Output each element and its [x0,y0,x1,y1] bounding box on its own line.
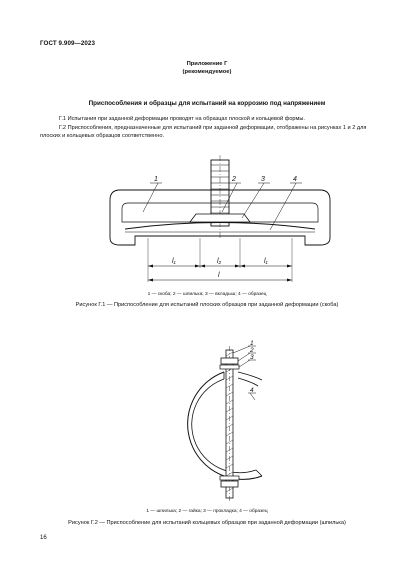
fig1-label-3: 3 [261,176,265,183]
figure-2-title: Рисунок Г.2 — Приспособление для испытаний кольцевых образцов при заданной деформации (шпилька) [68,520,346,526]
fig1-insert [190,214,250,222]
fig1-label-4: 4 [293,176,297,183]
fig2-bottom-washer [220,476,239,480]
fig1-label-2: 2 [232,176,236,183]
fig2-top-nut [221,358,238,364]
paragraph-g1: Г.1 Испытания при заданной деформации проводят на образцах плоской и кольцевой формы. [59,116,305,122]
page-number: 16 [40,535,47,541]
fig1-dim-l: l [218,272,220,279]
appendix-status: (рекомендуемое) [182,69,232,75]
fig1-label-1: 1 [154,176,158,183]
fig2-top-washer [220,365,239,369]
figure-2-legend: 1 — шпилька; 2 — гайка; 3 — прокладка; 4 — образец [146,509,268,514]
figure-1-title: Рисунок Г.1 — Приспособление для испытаний плоских образцов при заданной деформации (скоба) [75,302,339,308]
fig1-dim-l1-right: l₁ [264,258,268,265]
fig1-dim-l1-left: l₁ [172,258,176,265]
section-title: Приспособления и образцы для испытаний на коррозию под напряжением [88,100,326,107]
fig2-label-4: 4 [250,387,254,394]
paragraph-g2: Г.2 Приспособления, предназначенные для испытаний при заданной деформации, отображены на рисунках 1 и 2 для плоских и кольцевых образцов соответственно. [40,125,367,139]
fig1-dim-l2: l₂ [217,258,222,265]
fig2-label-2: 2 [250,347,254,354]
fig2-bottom-nut [221,481,238,487]
fig2-label-3: 3 [250,354,254,361]
figure-1-legend: 1 — скоба; 2 — шпилька; 3 — вкладыш; 4 — образец [147,292,267,297]
fig2-label-1: 1 [250,340,254,347]
appendix-title: Приложение Г [186,61,228,67]
standard-code: ГОСТ 9.909—2023 [40,40,95,47]
